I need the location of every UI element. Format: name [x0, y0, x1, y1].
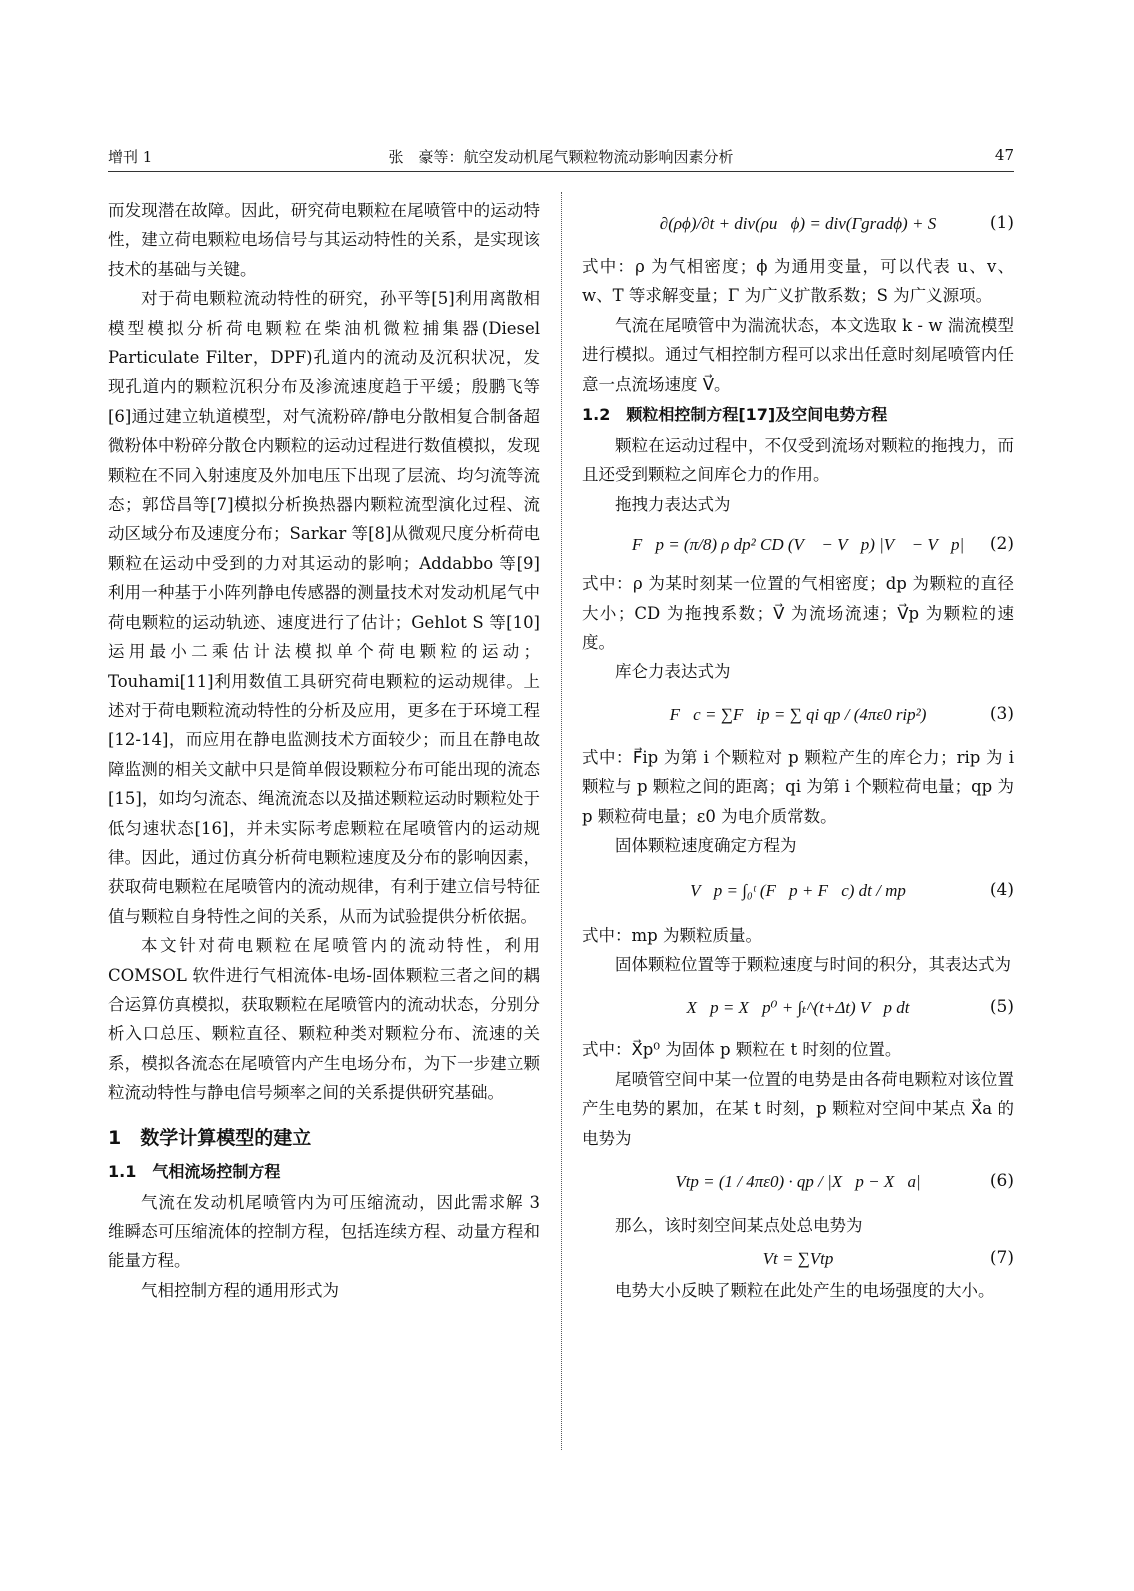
- equation-2: [582, 519, 1014, 569]
- equation-number: (4): [989, 879, 1014, 900]
- running-header: [108, 146, 1014, 172]
- right-column: [582, 196, 1014, 1306]
- paragraph: 式中：X⃗p⁰ 为固体 p 颗粒在 t 时刻的位置。: [582, 1040, 902, 1060]
- equation-body: Vtp = (1 / 4πε0) · qp / |X⃗p − X⃗a|: [675, 1172, 921, 1192]
- paragraph: 气相控制方程的通用形式为: [141, 1280, 339, 1300]
- paragraph: 式中：F⃗ip 为第 i 个颗粒对 p 颗粒产生的库仑力；rip 为 i 颗粒与 p 颗粒之间的距离；qi 为第 i 个颗粒荷电量；qp 为 p 颗粒荷电量；ε0 为电介质常数。: [582, 747, 1014, 826]
- equation-body: V⃗p = ∫₀ᵗ (F⃗p + F⃗c) dt / mp: [690, 880, 906, 900]
- paragraph: 拖拽力表达式为: [615, 494, 731, 514]
- equation-body: X⃗p = X⃗p⁰ + ∫ₜ^(t+Δt) V⃗p dt: [686, 997, 910, 1017]
- equation-body: ∂(ρϕ)/∂t + div(ρu⃗ϕ) = div(Γgradϕ) + S: [659, 214, 937, 234]
- paragraph: 式中：ρ 为气相密度；ϕ 为通用变量，可以代表 u、v、w、T 等求解变量；Γ 为广义扩散系数；S 为广义源项。: [582, 257, 1014, 306]
- equation-6: [582, 1153, 1014, 1211]
- paragraph: 本文针对荷电颗粒在尾喷管内的流动特性，利用COMSOL 软件进行气相流体-电场-固体颗粒三者之间的耦合运算仿真模拟，获取颗粒在尾喷管内的流动状态，分别分析入口总压、颗粒直径、颗粒种类对颗粒分布、流速的关系，模拟各流态在尾喷管内产生电场分布，为下一步建立颗粒流动特性与静电信号频率之间的关系提供研究基础。: [108, 936, 540, 1103]
- equation-number: (6): [989, 1171, 1014, 1192]
- subsection-heading: 1.2 颗粒相控制方程[17]及空间电势方程: [582, 405, 888, 425]
- paragraph: 对于荷电颗粒流动特性的研究，孙平等[5]利用离散相模型模拟分析荷电颗粒在柴油机微粒捕集器(Diesel Particulate Filter，DPF)孔道内的流动及沉积状况，发现孔道内的颗粒沉积分布及渗流速度趋于平缓；殷鹏飞等[6]通过建立轨道模型，对气流粉碎/静电分散相复合制备超微粉体中粉碎分散仓内颗粒的运动过程进行数值模拟，发现颗粒在不同入射速度及外加电压下出现了层流、均匀流等流态；郭岱昌等[7]模拟分析换热器内颗粒流型演化过程、流动区域分布及速度分布；Sarkar 等[8]从微观尺度分析荷电颗粒在运动中受到的力对其运动的影响；Addabbo 等[9]利用一种基于小阵列静电传感器的测量技术对发动机尾气中荷电颗粒的运动轨迹、速度进行了估计；Gehlot S 等[10]运用最小二乘估计法模拟单个荷电颗粒的运动；Touhami[11]利用数值工具研究荷电颗粒的运动规律。上述对于荷电颗粒流动特性的分析及应用，更多在于环境工程[12-14]，而应用在静电监测技术方面较少；而且在静电故障监测的相关文献中只是简单假设颗粒分布可能出现的流态[15]，如均匀流态、绳流流态以及描述颗粒运动时颗粒处于低匀速状态[16]，并未实际考虑颗粒在尾喷管内的运动规律。因此，通过仿真分析荷电颗粒速度及分布的影响因素，获取荷电颗粒在尾喷管内的流动规律，有利于建立信号特征值与颗粒自身特性之间的关系，从而为试验提供分析依据。: [108, 289, 540, 926]
- section-heading: 1 数学计算模型的建立: [108, 1126, 312, 1149]
- left-column: [108, 196, 540, 1305]
- subsection-heading: 1.1 气相流场控制方程: [108, 1161, 281, 1181]
- paragraph: 气流在发动机尾喷管内为可压缩流动，因此需求解 3 维瞬态可压缩流体的控制方程，包括连续方程、动量方程和能量方程。: [108, 1192, 540, 1271]
- equation-number: (2): [989, 533, 1014, 554]
- equation-body: Vt = ∑Vtp: [762, 1248, 834, 1268]
- paragraph: 式中：ρ 为某时刻某一位置的气相密度；dp 为颗粒的直径大小；CD 为拖拽系数；V⃗ 为流场流速；V⃗p 为颗粒的速度。: [582, 574, 1014, 653]
- equation-number: (7): [989, 1247, 1014, 1268]
- journal-issue: 增刊 1: [108, 148, 153, 166]
- paragraph: 气流在尾喷管中为湍流状态，本文选取 k - w 湍流模型进行模拟。通过气相控制方程可以求出任意时刻尾喷管内任意一点流场速度 V⃗。: [582, 315, 1014, 394]
- running-title: 张 豪等：航空发动机尾气颗粒物流动影响因素分析: [388, 148, 734, 166]
- equation-1: [582, 196, 1014, 252]
- equation-3: [582, 687, 1014, 743]
- equation-4: [582, 861, 1014, 921]
- equation-number: (5): [989, 996, 1014, 1017]
- paragraph: 颗粒在运动过程中，不仅受到流场对颗粒的拖拽力，而且还受到颗粒之间库仑力的作用。: [582, 436, 1014, 485]
- paragraph: 固体颗粒速度确定方程为: [615, 836, 797, 856]
- equation-body: F⃗c = ∑F⃗ip = ∑ qi qp / (4πε0 rip²): [669, 705, 927, 725]
- equation-body: F⃗p = (π/8) ρ dp² CD (V⃗ − V⃗p) |V⃗ − V⃗p|: [631, 534, 965, 554]
- equation-5: [582, 979, 1014, 1035]
- equation-number: (1): [989, 213, 1014, 234]
- equation-7: [582, 1240, 1014, 1276]
- paragraph: 而发现潜在故障。因此，研究荷电颗粒在尾喷管中的运动特性，建立荷电颗粒电场信号与其运动特性的关系，是实现该技术的基础与关键。: [108, 201, 540, 279]
- equation-number: (3): [989, 704, 1014, 725]
- column-divider: [561, 192, 562, 1450]
- header-rule: [108, 171, 1014, 172]
- paragraph: 库仑力表达式为: [615, 662, 731, 682]
- paragraph: 固体颗粒位置等于颗粒速度与时间的积分，其表达式为: [615, 954, 1011, 974]
- paragraph: 尾喷管空间中某一位置的电势是由各荷电颗粒对该位置产生电势的累加，在某 t 时刻，p 颗粒对空间中某点 X⃗a 的电势为: [582, 1069, 1014, 1148]
- page-number: 47: [994, 146, 1014, 164]
- paragraph: 式中：mp 为颗粒质量。: [582, 925, 762, 945]
- paragraph: 电势大小反映了颗粒在此处产生的电场强度的大小。: [615, 1281, 995, 1301]
- paragraph: 那么，该时刻空间某点处总电势为: [615, 1215, 863, 1235]
